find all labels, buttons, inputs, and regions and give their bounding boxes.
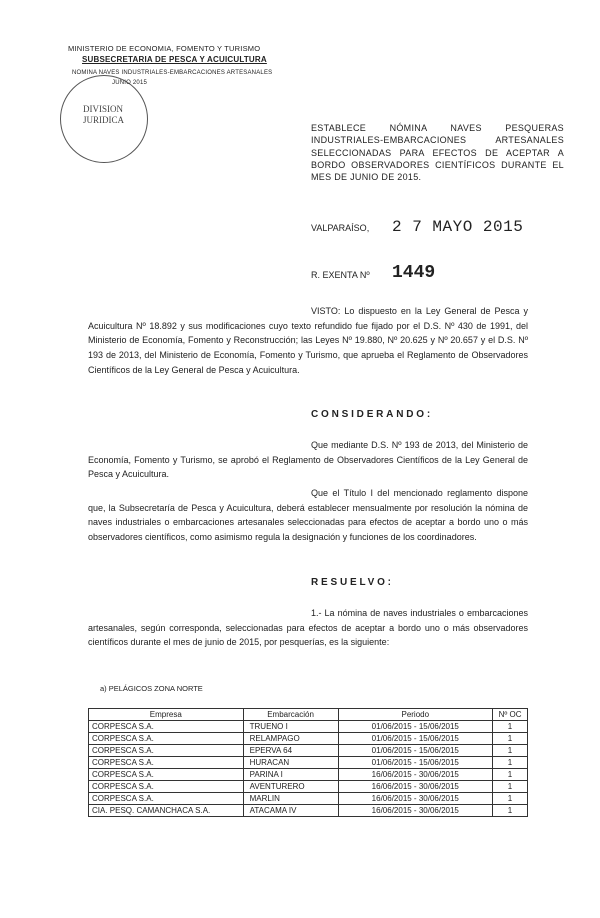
considerando-paragraph-2: Que el Título I del mencionado reglamento dispone que, la Subsecretaría de Pesca y Acuicultura, deberá establecer mensualmente por resolución la nómina de naves industriales o embarcaciones artesanales seleccionadas para efectos de aceptar a bordo uno o más observadores científicos, como asimismo regula la designación y funciones de los coordinadores. [88, 488, 528, 543]
subsecretaria-name: SUBSECRETARIA DE PESCA Y ACUICULTURA [82, 55, 267, 64]
column-header-periodo: Periodo [338, 709, 493, 721]
cell-empresa: CORPESCA S.A. [89, 781, 244, 793]
cell-periodo: 01/06/2015 - 15/06/2015 [338, 757, 493, 769]
table-row [89, 781, 528, 793]
cell-empresa: CORPESCA S.A. [89, 721, 244, 733]
table-row [89, 745, 528, 757]
cell-empresa: CORPESCA S.A. [89, 745, 244, 757]
column-header-embarcacion: Embarcación [243, 709, 338, 721]
cell-noc: 1 [493, 757, 528, 769]
cell-periodo: 01/06/2015 - 15/06/2015 [338, 745, 493, 757]
cell-periodo: 16/06/2015 - 30/06/2015 [338, 793, 493, 805]
vessels-table [88, 708, 528, 817]
cell-empresa: CORPESCA S.A. [89, 769, 244, 781]
reference-line-1: NOMINA NAVES INDUSTRIALES-EMBARCACIONES ARTESANALES [72, 70, 273, 76]
cell-embarcacion: ATACAMA IV [243, 805, 338, 817]
table-header-row [89, 709, 528, 721]
division-juridica-seal [60, 75, 148, 163]
resolution-date: 2 7 MAYO 2015 [392, 218, 524, 236]
cell-noc: 1 [493, 769, 528, 781]
resuelvo-paragraph-1: 1.- La nómina de naves industriales o embarcaciones artesanales, según corresponda, seleccionadas para efectos de aceptar a bordo uno o más observadores científicos durante el mes de junio de 2015, por pesquerías, es la siguiente: [88, 608, 528, 648]
resolution-number: 1449 [392, 263, 436, 283]
considerando-paragraph-1: Que mediante D.S. Nº 193 de 2013, del Ministerio de Economía, Fomento y Turismo, se aprobó el Reglamento de Observadores Científicos de la Ley General de Pesca y Acuicultura. [88, 440, 528, 480]
cell-empresa: CORPESCA S.A. [89, 733, 244, 745]
seal-line-2: JURIDICA [83, 115, 125, 125]
cell-embarcacion: RELAMPAGO [243, 733, 338, 745]
cell-periodo: 16/06/2015 - 30/06/2015 [338, 769, 493, 781]
resuelvo-heading: RESUELVO: [311, 577, 394, 588]
table-row [89, 733, 528, 745]
cell-noc: 1 [493, 733, 528, 745]
seal-line-1: DIVISION [83, 104, 123, 114]
cell-empresa: CIA. PESQ. CAMANCHACA S.A. [89, 805, 244, 817]
resolution-subject: ESTABLECE NÓMINA NAVES PESQUERAS INDUSTRIALES-EMBARCACIONES ARTESANALES SELECCIONADAS PARA EFECTOS DE ACEPTAR A BORDO OBSERVADORES CIENTÍFICOS DURANTE EL MES DE JUNIO DE 2015. [311, 123, 564, 183]
cell-empresa: CORPESCA S.A. [89, 793, 244, 805]
visto-paragraph: VISTO: Lo dispuesto en la Ley General de Pesca y Acuicultura Nº 18.892 y sus modificaciones cuyo texto refundido fue fijado por el D.S. Nº 430 de 1991, del Ministerio de Economía, Fomento y Reconstrucción; las Leyes Nº 19.880, Nº 20.625 y Nº 20.657 y el D.S. Nº 193 de 2013, del Ministerio de Economía, Fomento y Turismo, que aprueba el Reglamento de Observadores Científicos de la Ley General de Pesca y Acuicultura. [88, 306, 528, 375]
cell-embarcacion: EPERVA 64 [243, 745, 338, 757]
cell-periodo: 01/06/2015 - 15/06/2015 [338, 721, 493, 733]
cell-noc: 1 [493, 805, 528, 817]
table-row [89, 757, 528, 769]
cell-noc: 1 [493, 745, 528, 757]
reference-line-2: JUNIO 2015 [112, 80, 148, 86]
cell-noc: 1 [493, 793, 528, 805]
cell-embarcacion: PARINA I [243, 769, 338, 781]
section-a-title: a) PELÁGICOS ZONA NORTE [100, 684, 203, 693]
cell-periodo: 16/06/2015 - 30/06/2015 [338, 805, 493, 817]
cell-embarcacion: HURACAN [243, 757, 338, 769]
cell-periodo: 16/06/2015 - 30/06/2015 [338, 781, 493, 793]
column-header-noc: Nº OC [493, 709, 528, 721]
table-row [89, 769, 528, 781]
cell-periodo: 01/06/2015 - 15/06/2015 [338, 733, 493, 745]
cell-noc: 1 [493, 721, 528, 733]
place: VALPARAÍSO, [311, 223, 370, 233]
considerando-heading: CONSIDERANDO: [311, 409, 433, 420]
cell-embarcacion: AVENTURERO [243, 781, 338, 793]
column-header-empresa: Empresa [89, 709, 244, 721]
table-row [89, 793, 528, 805]
table-row [89, 721, 528, 733]
cell-noc: 1 [493, 781, 528, 793]
resolution-number-label: R. EXENTA Nº [311, 270, 370, 280]
ministry-name: MINISTERIO DE ECONOMIA, FOMENTO Y TURISMO [68, 44, 261, 53]
cell-embarcacion: MARLIN [243, 793, 338, 805]
cell-embarcacion: TRUENO I [243, 721, 338, 733]
cell-empresa: CORPESCA S.A. [89, 757, 244, 769]
table-row [89, 805, 528, 817]
